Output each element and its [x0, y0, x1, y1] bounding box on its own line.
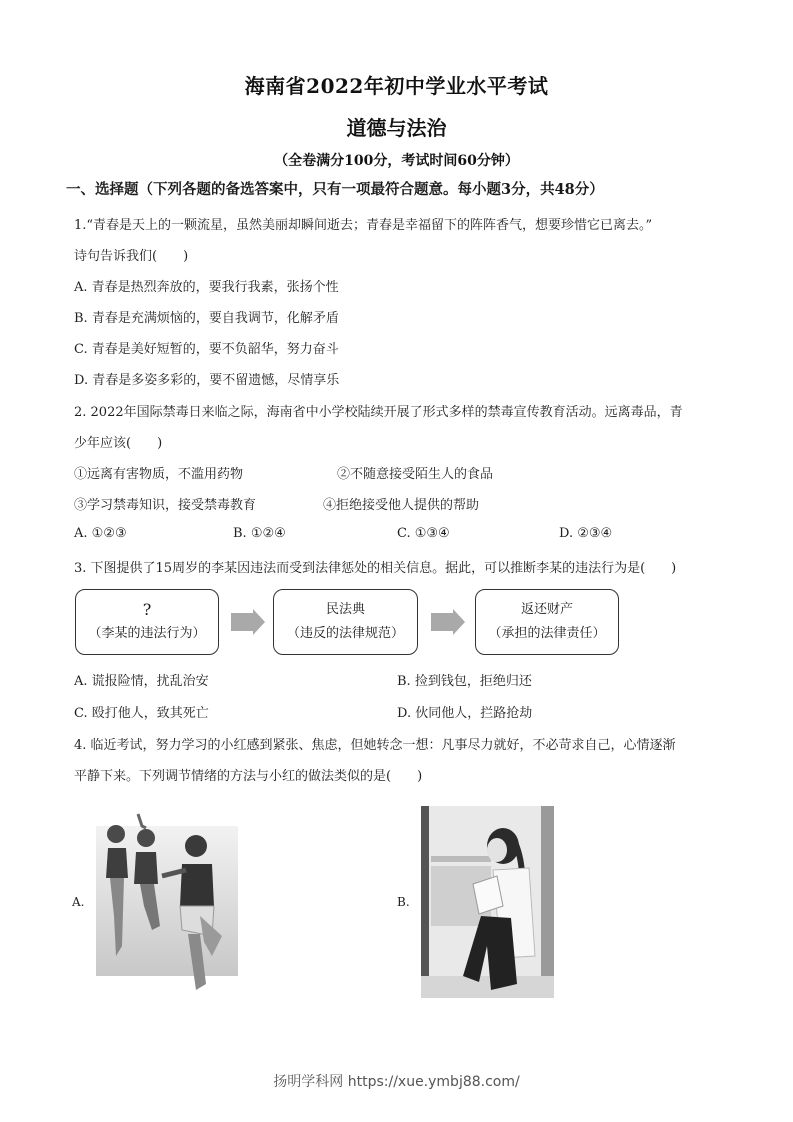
flow-box-law — [273, 589, 418, 655]
option-c: C. 殴打他人，致其死亡 — [74, 706, 209, 721]
question-stem: 诗句告诉我们( ) — [74, 249, 189, 264]
flow-box-top: 返还财产 — [520, 602, 573, 617]
option-a: A. ①②③ — [74, 526, 127, 541]
option-d: D. 伙同他人，拦路抢劫 — [397, 706, 533, 721]
exam-info: （全卷满分100分，考试时间60分钟） — [274, 153, 519, 169]
arrow-right-icon — [231, 609, 267, 635]
question-stem: 2. 2022年国际禁毒日来临之际，海南省中小学校陆续开展了形式多样的禁毒宣传教育活动。远离毒品，青 — [74, 405, 683, 420]
option-b: B. 捡到钱包，拒绝归还 — [397, 674, 532, 689]
flow-box-bottom: （李某的违法行为） — [88, 626, 206, 641]
question-stem: 3. 下图提供了15周岁的李某因违法而受到法律惩处的相关信息。据此，可以推断李某的违法行为是( ) — [74, 561, 677, 576]
option-c: C. 青春是美好短暂的，要不负韶华，努力奋斗 — [74, 342, 339, 357]
statement-4: ④拒绝接受他人提供的帮助 — [323, 498, 480, 513]
flow-box-top: ? — [142, 600, 152, 619]
option-b: B. 青春是充满烦恼的，要自我调节，化解矛盾 — [74, 311, 339, 326]
question-stem: 4. 临近考试，努力学习的小红感到紧张、焦虑，但她转念一想：凡事尽力就好，不必苛求自己，心情逐渐 — [74, 738, 676, 753]
flow-box-liability — [475, 589, 619, 655]
arrow-right-icon — [431, 609, 467, 635]
option-d: D. ②③④ — [559, 526, 613, 541]
statement-1: ①远离有害物质，不滥用药物 — [74, 467, 244, 482]
question-stem: 平静下来。下列调节情绪的方法与小红的做法类似的是( ) — [74, 769, 423, 784]
image-option-b-label: B. — [397, 895, 410, 909]
image-option-a-label: A. — [72, 895, 85, 909]
option-b: B. ①②④ — [233, 526, 286, 541]
statement-3: ③学习禁毒知识，接受禁毒教育 — [74, 498, 257, 513]
footer-watermark: 扬明学科网 https://xue.ymbj88.com/ — [273, 1074, 520, 1090]
option-a: A. 谎报险情，扰乱治安 — [74, 674, 209, 689]
flow-box-bottom: （违反的法律规范） — [286, 626, 404, 641]
exam-title: 海南省2022年初中学业水平考试 — [244, 74, 549, 98]
option-c: C. ①③④ — [397, 526, 450, 541]
statement-2: ②不随意接受陌生人的食品 — [337, 467, 494, 482]
image-dancing-girls — [96, 806, 238, 1000]
flow-box-top: 民法典 — [325, 602, 365, 617]
section-heading: 一、选择题（下列各题的备选答案中，只有一项最符合题意。每小题3分，共48分） — [66, 181, 604, 198]
option-d: D. 青春是多姿多彩的，要不留遗憾，尽情享乐 — [74, 373, 340, 388]
flow-box-violation — [75, 589, 219, 655]
question-stem: 少年应该( ) — [74, 436, 163, 451]
exam-subject: 道德与法治 — [346, 116, 447, 140]
flow-box-bottom: （承担的法律责任） — [488, 626, 606, 641]
question-stem: 1.“青春是天上的一颗流星，虽然美丽却瞬间逝去；青春是幸福留下的阵阵香气，想要珍惜它已离去。” — [74, 218, 653, 233]
option-a: A. 青春是热烈奔放的，要我行我素，张扬个性 — [74, 280, 339, 295]
image-girl-reading — [421, 806, 554, 998]
